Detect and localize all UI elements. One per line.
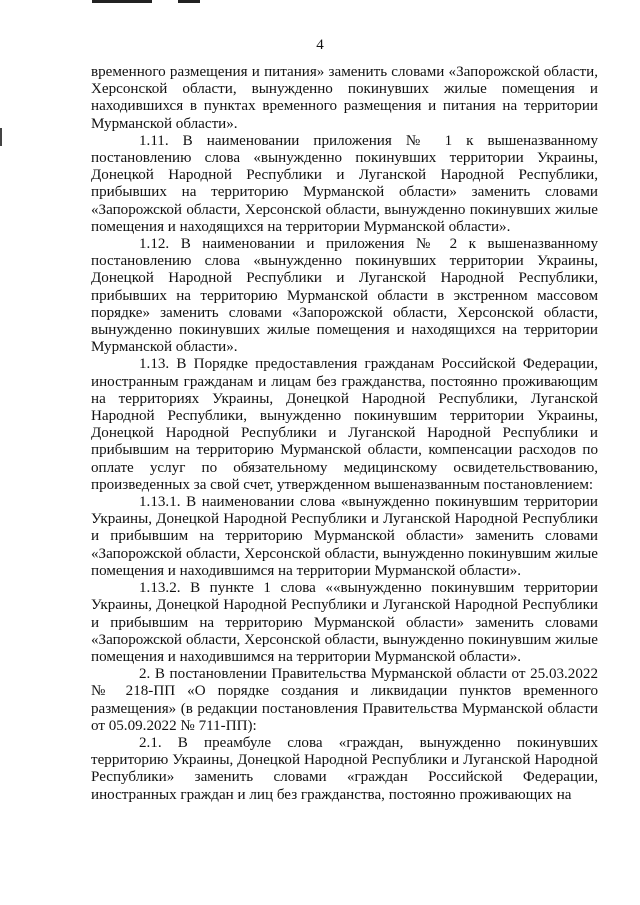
- scan-edge-mark-left: [92, 0, 152, 3]
- margin-binding-mark: [0, 128, 2, 146]
- scan-edge-mark-right: [178, 0, 200, 3]
- paragraph-1-12: 1.12. В наименовании и приложения № 2 к вышеназванному постановлению слова «вынужденно покинувших территории Украины, Донецкой Народной Республики и Луганской Народной Республики, прибывших на территорию Мурманской области в экстренном массовом порядке» заменить словами «Запорожской области, Херсонской области, вынужденно покинувших жилые помещения и находящихся на территории Мурманской области».: [91, 236, 598, 356]
- paragraph-1-13-1: 1.13.1. В наименовании слова «вынужденно покинувшим территории Украины, Донецкой Народной Республики и Луганской Народной Республики и прибывшим на территорию Мурманской области» заменить словами «Запорожской области, Херсонской области, вынужденно покинувшим жилые помещения и находившимся на территории Мурманской области».: [91, 494, 598, 579]
- paragraph-1-13-2: 1.13.2. В пункте 1 слова ««вынужденно покинувшим территории Украины, Донецкой Народной Республики и Луганской Народной Республики и прибывшим на территорию Мурманской области» заменить словами «Запорожской области, Херсонской области, вынужденно покинувшим жилые помещения и находившимся на территории Мурманской области».: [91, 580, 598, 665]
- paragraph-continuation: временного размещения и питания» заменить словами «Запорожской области, Херсонской области, вынужденно покинувших жилые помещения и находившихся в пунктах временного размещения и питания на территории Мурманской области».: [91, 64, 598, 132]
- paragraph-2: 2. В постановлении Правительства Мурманской области от 25.03.2022 № 218-ПП «О порядке создания и ликвидации пунктов временного размещения» (в редакции постановления Правительства Мурманской области от 05.09.2022 № 711-ПП):: [91, 666, 598, 734]
- paragraph-1-13: 1.13. В Порядке предоставления гражданам Российской Федерации, иностранным гражданам и лицам без гражданства, постоянно проживающим на территориях Украины, Донецкой Народной Республики, Луганской Народной Республики, вынужденно покинувшим территории Украины, Донецкой Народной Республики и Луганской Народной Республики и прибывшим на территорию Мурманской области, компенсации расходов по оплате услуг по обязательному медицинскому освидетельствованию, произведенных за свой счет, утвержденном вышеназванным постановлением:: [91, 356, 598, 493]
- paragraph-2-1: 2.1. В преамбуле слова «граждан, вынужденно покинувших территорию Украины, Донецкой Народной Республики и Луганской Народной Республики» заменить словами «граждан Российской Федерации, иностранных граждан и лиц без гражданства, постоянно проживающих на: [91, 734, 598, 803]
- page-number: 4: [316, 37, 324, 53]
- document-body: [91, 64, 598, 804]
- paragraph-1-11: 1.11. В наименовании приложения № 1 к вышеназванному постановлению слова «вынужденно покинувших территории Украины, Донецкой Народной Республики и Луганской Народной Республики, прибывших на территорию Мурманской области» заменить словами «Запорожской области, Херсонской области, вынужденно покинувших жилые помещения и находящихся на территории Мурманской области».: [91, 132, 598, 235]
